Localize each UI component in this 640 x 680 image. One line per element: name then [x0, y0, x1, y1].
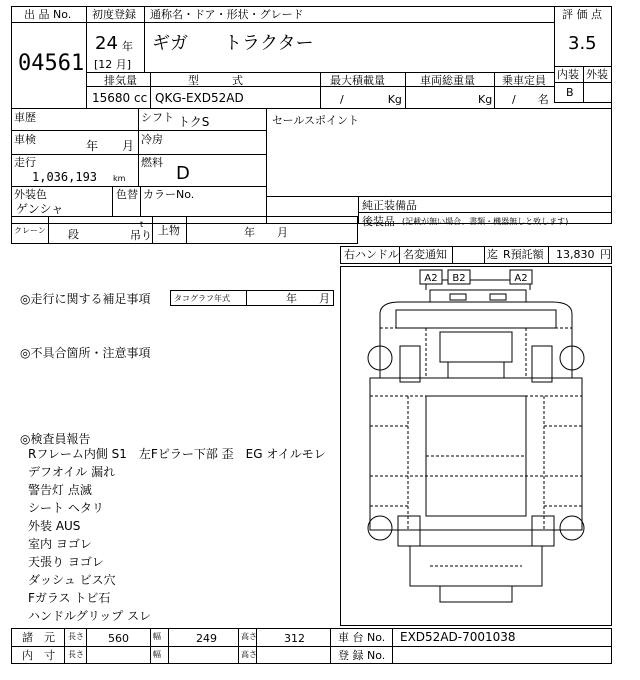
report-line: 天張り ヨゴレ — [28, 555, 104, 569]
mileage-value: 1,036,193 — [32, 170, 98, 184]
name-change-label: 名変通知 — [403, 248, 447, 261]
report-line: ダッシュ ビス穴 — [28, 573, 116, 587]
upper-body-label: 上物 — [158, 224, 180, 237]
crane-ton-label: t — [140, 220, 144, 229]
year-unit: 年 — [122, 40, 133, 53]
recycle-deposit-label: R預託額 — [503, 248, 544, 261]
aftermarket-label: 後装品 — [362, 215, 395, 228]
damage-mark-b2: B2 — [452, 273, 466, 284]
sales-point-label: セールスポイント — [272, 114, 360, 127]
model-label: 型 式 — [188, 74, 243, 87]
lot-label: 出 品 No. — [24, 8, 72, 21]
inspection-label: 車検 — [14, 133, 36, 146]
displacement-label: 排気量 — [104, 74, 137, 87]
recycle-deposit-value: 13,830 — [556, 248, 595, 261]
max-load-value: / Kg — [340, 93, 402, 106]
color-value: ゲンシャ — [16, 202, 64, 216]
specs-row-label: 諸 元 — [22, 631, 55, 644]
lot-number: 04561 — [18, 51, 85, 76]
inspector-report-list — [28, 446, 326, 626]
height-label: 高さ — [241, 632, 257, 641]
report-line: デフオイル 漏れ — [28, 465, 116, 479]
length-value: 560 — [108, 632, 129, 645]
model-value: QKG-EXD52AD — [155, 91, 244, 105]
crane-hoist-label: 吊り — [130, 229, 152, 242]
damage-mark-a2-left: A2 — [424, 273, 438, 284]
inner-length-label: 長さ — [68, 650, 84, 659]
chassis-no-label: 車 台 No. — [338, 631, 386, 644]
report-line: シート ヘタリ — [28, 501, 104, 515]
truck-damage-diagram — [340, 266, 612, 626]
damage-mark-a2-right: A2 — [514, 273, 528, 284]
driving-notes-heading: ◎走行に関する補足事項 — [20, 292, 151, 306]
vehicle-name-label: 通称名・ドア・形状・グレード — [150, 8, 304, 21]
score-label: 評 価 点 — [562, 8, 602, 21]
mileage-label: 走行 — [14, 156, 36, 169]
registration-month: [12 月] — [94, 58, 132, 71]
color-label: 外装色 — [14, 188, 47, 201]
capacity-value: / 名 — [512, 93, 549, 106]
transfer-label: 迄 — [487, 248, 498, 261]
crane-stage-label: 段 — [68, 228, 79, 241]
report-line: 外装 AUS — [28, 519, 81, 533]
chassis-no-value: EXD52AD-7001038 — [400, 630, 516, 644]
fuel-value: D — [176, 163, 190, 184]
handle-side: 右ハンドル — [344, 248, 399, 261]
width-value: 249 — [196, 632, 217, 645]
vehicle-name: ギガ トラクター — [152, 33, 314, 54]
report-line: 警告灯 点滅 — [28, 483, 92, 497]
interior-grade-value: B — [566, 86, 574, 99]
aftermarket-note: (記載が無い場合、書類・機器無しと致します) — [402, 217, 569, 226]
tachograph-label: タコグラフ年式 — [174, 294, 230, 303]
report-line: 室内 ヨゴレ — [28, 537, 92, 551]
report-line: ハンドルグリップ スレ — [28, 609, 152, 623]
inspection-value: 年 月 — [86, 139, 135, 153]
exterior-grade-label: 外装 — [586, 68, 608, 81]
gross-weight-label: 車両総重量 — [420, 74, 475, 87]
history-label: 車歴 — [14, 111, 36, 124]
width-label: 幅 — [153, 632, 161, 641]
capacity-label: 乗車定員 — [502, 74, 546, 87]
score-value: 3.5 — [568, 33, 597, 54]
recycle-deposit-unit: 円 — [600, 248, 611, 261]
displacement-value: 15680 cc — [92, 91, 148, 105]
shift-value: トクS — [178, 115, 210, 129]
max-load-label: 最大積載量 — [330, 74, 385, 87]
color-no-label: カラーNo. — [143, 188, 195, 201]
report-line: Rフレーム内側 S1 左Fピラー下部 歪 EG オイルモレ — [28, 447, 326, 461]
length-label: 長さ — [68, 632, 84, 641]
registration-label: 初度登録 — [92, 8, 136, 21]
gross-weight-value: Kg — [478, 93, 493, 106]
crane-label: クレーン — [14, 226, 46, 235]
ac-label: 冷房 — [141, 133, 163, 146]
report-line: Fガラス トビ石 — [28, 591, 111, 605]
defects-heading: ◎不具合箇所・注意事項 — [20, 346, 151, 360]
inner-height-label: 高さ — [241, 650, 257, 659]
inspector-report-heading: ◎検査員報告 — [20, 432, 91, 446]
inner-width-label: 幅 — [153, 650, 161, 659]
registration-no-label: 登 録 No. — [338, 649, 386, 662]
crane-row — [11, 216, 358, 244]
shift-label: シフト — [141, 111, 174, 124]
interior-grade-label: 内装 — [557, 68, 579, 81]
tachograph-value: 年 月 — [286, 292, 330, 305]
inner-dims-row-label: 内 寸 — [22, 649, 55, 662]
height-value: 312 — [284, 632, 305, 645]
fuel-label: 燃料 — [141, 156, 163, 169]
registration-year: 24 — [95, 33, 118, 54]
upper-body-date: 年 月 — [244, 226, 288, 239]
mileage-unit: km — [113, 174, 126, 183]
color-change-label: 色替 — [116, 188, 138, 201]
options-label: 純正装備品 — [362, 199, 417, 212]
